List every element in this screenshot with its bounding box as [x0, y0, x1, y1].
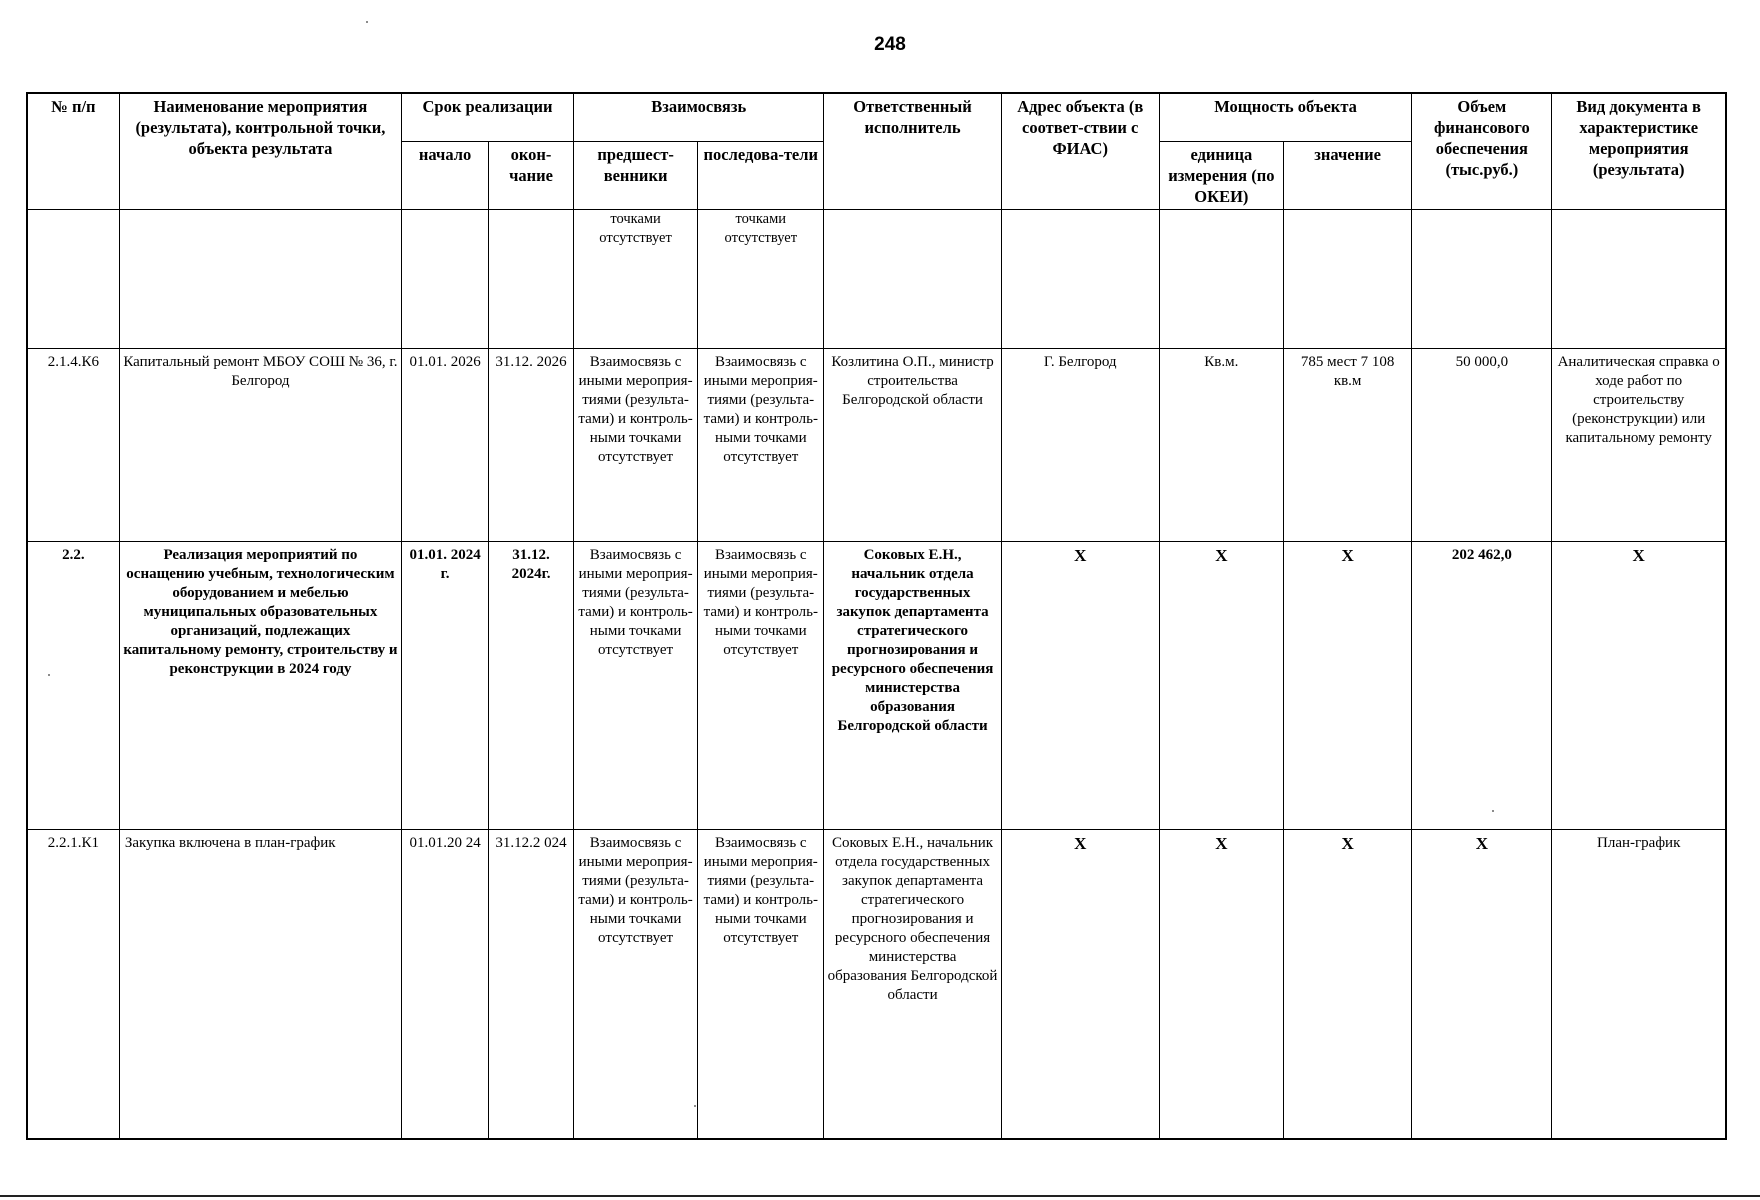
header-capacity: Мощность объекта [1159, 93, 1412, 141]
cell-start [402, 209, 489, 348]
cell-end: 31.12. 2024г. [489, 541, 574, 829]
cell-doc: План-график [1552, 829, 1726, 1139]
table-row [27, 348, 1726, 541]
header-predecessors: предшест-венники [574, 141, 698, 209]
cell-doc [1552, 209, 1726, 348]
cell-name [119, 209, 401, 348]
header-value: значение [1283, 141, 1411, 209]
cell-predecessors: Взаимосвязь с иными мероприя-тиями (результа-тами) и контроль-ными точками отсутствует [574, 541, 698, 829]
scan-speck [366, 21, 368, 23]
cell-end: 31.12.2 024 [489, 829, 574, 1139]
page-bottom-rule [0, 1195, 1760, 1197]
header-end: окон-чание [489, 141, 574, 209]
cell-address [1001, 209, 1159, 348]
cell-volume: 50 000,0 [1412, 348, 1552, 541]
header-responsible: Ответственный исполнитель [824, 93, 1001, 209]
cell-value: 785 мест 7 108 кв.м [1283, 348, 1411, 541]
page-number: 248 [874, 34, 906, 55]
cell-successors: Взаимосвязь с иными мероприя-тиями (результа-тами) и контроль-ными точками отсутствует [698, 829, 824, 1139]
cell-responsible: Козлитина О.П., министр строительства Белгородской области [824, 348, 1001, 541]
cell-value: X [1283, 541, 1411, 829]
header-name: Наименование мероприятия (результата), контрольной точки, объекта результата [119, 93, 401, 209]
cell-responsible [824, 209, 1001, 348]
cell-start: 01.01. 2024 г. [402, 541, 489, 829]
cell-value: X [1283, 829, 1411, 1139]
cell-volume [1412, 209, 1552, 348]
cell-successors: Взаимосвязь с иными мероприя-тиями (результа-тами) и контроль-ными точками отсутствует [698, 541, 824, 829]
table-row [27, 829, 1726, 1139]
scan-speck [48, 674, 50, 676]
scan-speck [694, 1105, 696, 1107]
cell-unit: X [1159, 541, 1283, 829]
cell-predecessors: Взаимосвязь с иными мероприя-тиями (результа-тами) и контроль-ными точками отсутствует [574, 829, 698, 1139]
scan-speck [1492, 810, 1494, 812]
cell-start: 01.01. 2026 [402, 348, 489, 541]
table-row [27, 209, 1726, 348]
cell-responsible: Соковых Е.Н., начальник отдела государственных закупок департамента стратегического прогнозирования и ресурсного обеспечения министерства образования Белгородской области [824, 541, 1001, 829]
cell-name: Капитальный ремонт МБОУ СОШ № 36, г. Белгород [119, 348, 401, 541]
cell-successors: Взаимосвязь с иными мероприя-тиями (результа-тами) и контроль-ными точками отсутствует [698, 348, 824, 541]
cell-start: 01.01.20 24 [402, 829, 489, 1139]
cell-doc: X [1552, 541, 1726, 829]
header-start: начало [402, 141, 489, 209]
header-period: Срок реализации [402, 93, 574, 141]
cell-successors: точками отсутствует [698, 209, 824, 348]
header-volume: Объем финансового обеспечения (тыс.руб.) [1412, 93, 1552, 209]
cell-volume: 202 462,0 [1412, 541, 1552, 829]
cell-unit [1159, 209, 1283, 348]
header-successors: последова-тели [698, 141, 824, 209]
header-unit: единица измерения (по ОКЕИ) [1159, 141, 1283, 209]
cell-unit: Кв.м. [1159, 348, 1283, 541]
header-num: № п/п [27, 93, 119, 209]
cell-num: 2.1.4.К6 [27, 348, 119, 541]
cell-address: Г. Белгород [1001, 348, 1159, 541]
cell-value [1283, 209, 1411, 348]
table-row [27, 541, 1726, 829]
measures-table [26, 92, 1727, 1140]
cell-num [27, 209, 119, 348]
cell-num: 2.2.1.К1 [27, 829, 119, 1139]
header-doc: Вид документа в характеристике мероприятия (результата) [1552, 93, 1726, 209]
header-link: Взаимосвязь [574, 93, 824, 141]
cell-unit: X [1159, 829, 1283, 1139]
header-address: Адрес объекта (в соответ-ствии с ФИАС) [1001, 93, 1159, 209]
cell-doc: Аналитическая справка о ходе работ по строительству (реконструкции) или капитальному ремонту [1552, 348, 1726, 541]
cell-responsible: Соковых Е.Н., начальник отдела государственных закупок департамента стратегического прогнозирования и ресурсного обеспечения министерства образования Белгородской области [824, 829, 1001, 1139]
cell-name: Реализация мероприятий по оснащению учебным, технологическим оборудованием и мебелью муниципальных образовательных организаций, подлежащих капитальному ремонту, строительству и реконструкции в 2024 году [119, 541, 401, 829]
cell-end: 31.12. 2026 [489, 348, 574, 541]
cell-end [489, 209, 574, 348]
header-row-top [27, 93, 1726, 141]
cell-volume: X [1412, 829, 1552, 1139]
cell-name: Закупка включена в план-график [119, 829, 401, 1139]
cell-address: X [1001, 829, 1159, 1139]
cell-address: X [1001, 541, 1159, 829]
cell-predecessors: точками отсутствует [574, 209, 698, 348]
cell-predecessors: Взаимосвязь с иными мероприя-тиями (результа-тами) и контроль-ными точками отсутствует [574, 348, 698, 541]
cell-num: 2.2. [27, 541, 119, 829]
